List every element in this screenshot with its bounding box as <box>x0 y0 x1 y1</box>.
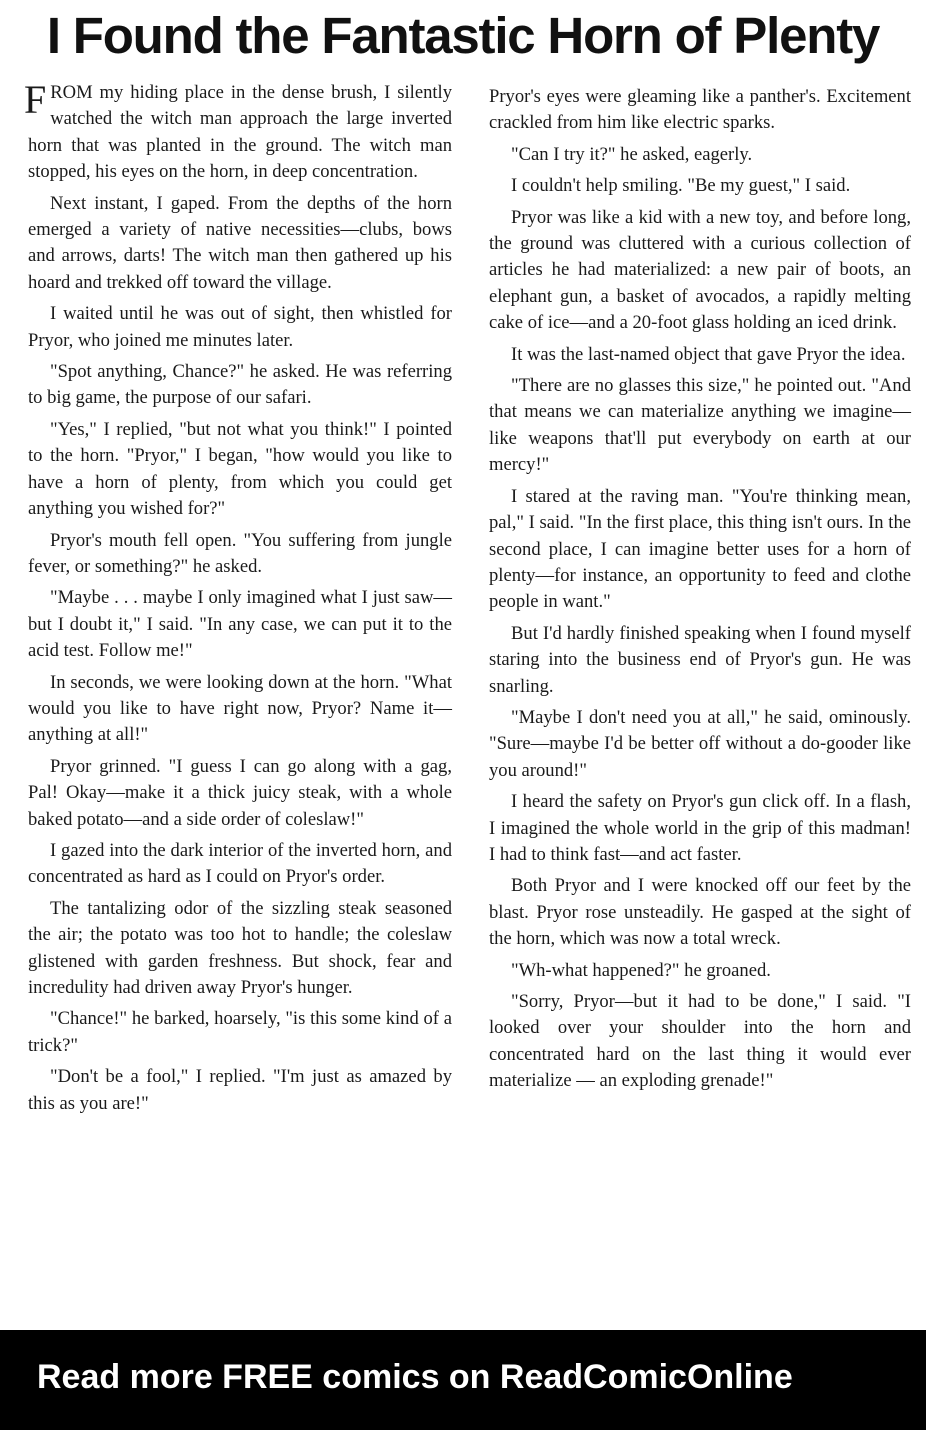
drop-cap: F <box>24 77 47 122</box>
paragraph: Both Pryor and I were knocked off our feet by the blast. Pryor rose unsteadily. He gasped at the sight of the horn, which was now a total wreck. <box>489 875 911 950</box>
paragraph: Next instant, I gaped. From the depths of the horn emerged a variety of native necessities—clubs, bows and arrows, darts! The witch man then gathered up his hoard and trekked off toward the village. <box>28 192 452 293</box>
paragraph: Pryor was like a kid with a new toy, and before long, the ground was cluttered with a curious collection of articles he had materialized: a new pair of boots, an elephant gun, a basket of avocados, a rapidly melting cake of ice—and a 20-foot glass holding an iced drink. <box>489 206 911 334</box>
paragraph: "Sorry, Pryor—but it had to be done," I said. "I looked over your shoulder into the horn and concentrated hard on the last thing it would ever materialize — an exploding grenade!" <box>489 991 911 1092</box>
paragraph: I stared at the raving man. "You're thinking mean, pal," I said. "In the first place, this thing isn't ours. In the second place, I can imagine better uses for a horn of plenty—for instance, an opportunity to feed and clothe people in want." <box>489 485 911 613</box>
paragraph: I gazed into the dark interior of the inverted horn, and concentrated as hard as I could on Pryor's order. <box>28 839 452 888</box>
paragraph: "Don't be a fool," I replied. "I'm just as amazed by this as you are!" <box>28 1066 452 1114</box>
footer-banner <box>0 1330 926 1430</box>
paragraph: "Chance!" he barked, hoarsely, "is this some kind of a trick?" <box>28 1008 452 1056</box>
paragraph: "Wh-what happened?" he groaned. <box>511 959 771 981</box>
story-title: I Found the Fantastic Horn of Plenty <box>46 7 880 64</box>
paragraph: "Yes," I replied, "but not what you think!" I pointed to the horn. "Pryor," I began, "how would you like to have a horn of plenty, from which you could get anything you wished for?" <box>28 418 452 520</box>
right-column <box>489 84 911 1100</box>
paragraph: Pryor grinned. "I guess I can go along with a gag, Pal! Okay—make it a thick juicy steak, with a whole baked potato—and a side order of coleslaw!" <box>28 755 452 830</box>
paragraph: "Maybe I don't need you at all," he said, ominously. "Sure—maybe I'd be better off without a do-gooder like you around!" <box>489 706 911 781</box>
paragraph: FROM my hiding place in the dense brush, I silently watched the witch man approach the large inverted horn that was planted in the ground. The witch man stopped, his eyes on the horn, in deep concentration. <box>24 77 452 183</box>
paragraph: "Spot anything, Chance?" he asked. He was referring to big game, the purpose of our safari. <box>28 361 452 409</box>
paragraph: The tantalizing odor of the sizzling steak seasoned the air; the potato was too hot to handle; the coleslaw glistened with garden freshness. But shock, fear and incredulity had driven away Pryor's hunger. <box>28 897 452 998</box>
left-column <box>24 77 452 1122</box>
paragraph: Pryor's mouth fell open. "You suffering from jungle fever, or something?" he asked. <box>28 529 452 577</box>
paragraph: I couldn't help smiling. "Be my guest," I said. <box>511 175 851 197</box>
paragraph: I waited until he was out of sight, then whistled for Pryor, who joined me minutes later. <box>28 303 452 351</box>
paragraph: "Maybe . . . maybe I only imagined what I just saw—but I doubt it," I said. "In any case, we can put it to the acid test. Follow me!" <box>28 587 452 662</box>
paragraph: "There are no glasses this size," he pointed out. "And that means we can materialize anything we imagine—like weapons that'll put everybody on earth at our mercy!" <box>489 375 911 476</box>
paragraph: I heard the safety on Pryor's gun click off. In a flash, I imagined the whole world in the grip of this madman! I had to think fast—and act faster. <box>489 791 911 865</box>
paragraph: "Can I try it?" he asked, eagerly. <box>511 143 753 165</box>
paragraph: It was the last-named object that gave Pryor the idea. <box>511 343 906 365</box>
paragraph: Pryor's eyes were gleaming like a panther's. Excitement crackled from him like electric sparks. <box>489 86 911 134</box>
paragraph: But I'd hardly finished speaking when I found myself staring into the business end of Pryor's gun. He was snarling. <box>489 622 911 697</box>
paragraph: In seconds, we were looking down at the horn. "What would you like to have right now, Pryor? Name it—anything at all!" <box>28 671 452 746</box>
footer-link[interactable]: Read more FREE comics on ReadComicOnline <box>37 1358 793 1396</box>
